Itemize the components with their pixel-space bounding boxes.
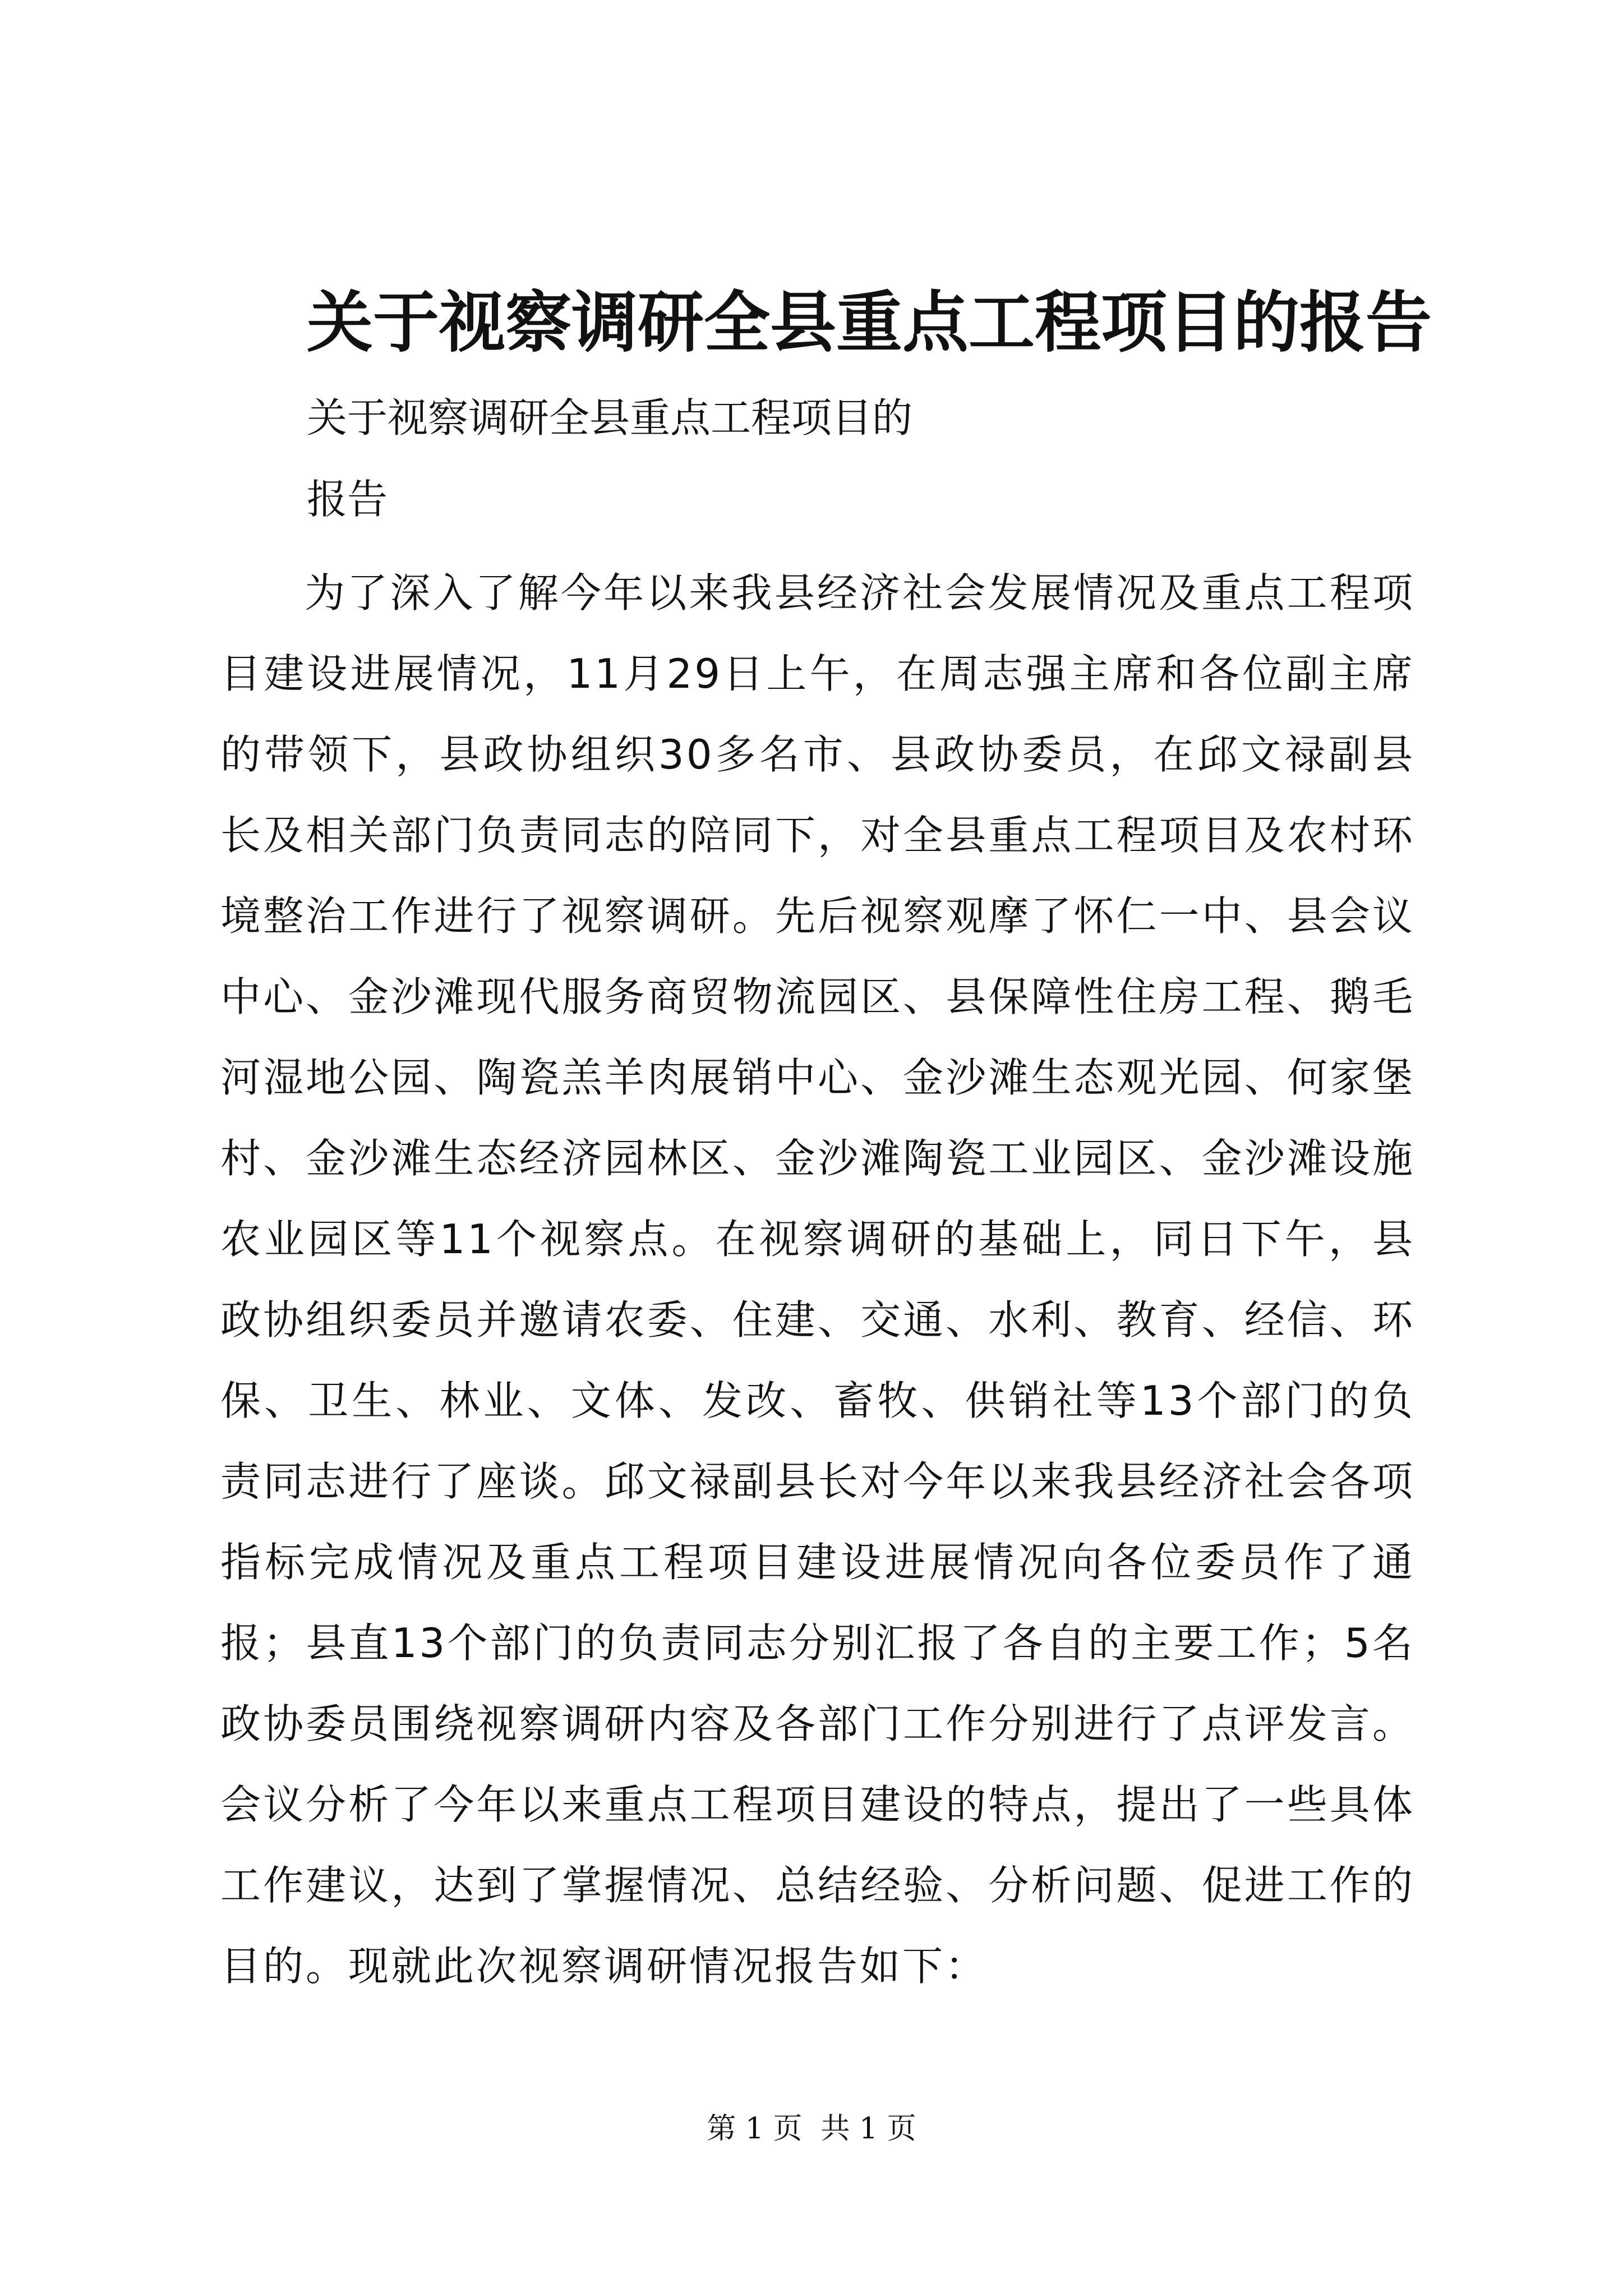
subtitle-line-1: 关于视察调研全县重点工程项目的 <box>307 394 913 441</box>
page-number-label: 第 1 页 共 1 页 <box>707 2112 916 2146</box>
subtitle-line-2: 报告 <box>307 476 388 523</box>
document-title: 关于视察调研全县重点工程项目的报告 <box>307 283 1432 361</box>
body-paragraph: 为了深入了解今年以来我县经济社会发展情况及重点工程项目建设进展情况，11月29日上午，在周志强主席和各位副主席的带领下，县政协组织30多名市、县政协委员，在邱文禄副县长及相关部门负责同志的陪同下，对全县重点工程项目及农村环境整治工作进行了视察调研。先后视察观摩了怀仁一中、县会议中心、金沙滩现代服务商贸物流园区、县保障性住房工程、鹅毛河湿地公园、陶瓷羔羊肉展销中心、金沙滩生态观光园、何家堡村、金沙滩生态经济园林区、金沙滩陶瓷工业园区、金沙滩设施农业园区等11个视察点。在视察调研的基础上，同日下午，县政协组织委员并邀请农委、住建、交通、水利、教育、经信、环保、卫生、林业、文体、发改、畜牧、供销社等13个部门的负责同志进行了座谈。邱文禄副县长对今年以来我县经济社会各项指标完成情况及重点工程项目建设进展情况向各位委员作了通报；县直13个部门的负责同志分别汇报了各自的主要工作；5名政协委员围绕视察调研内容及各部门工作分别进行了点评发言。会议分析了今年以来重点工程项目建设的特点，提出了一些具体工作建议，达到了掌握情况、总结经验、分析问题、促进工作的目的。现就此次视察调研情况报告如下： <box>220 569 1415 1990</box>
page-footer <box>0 2109 1623 2148</box>
